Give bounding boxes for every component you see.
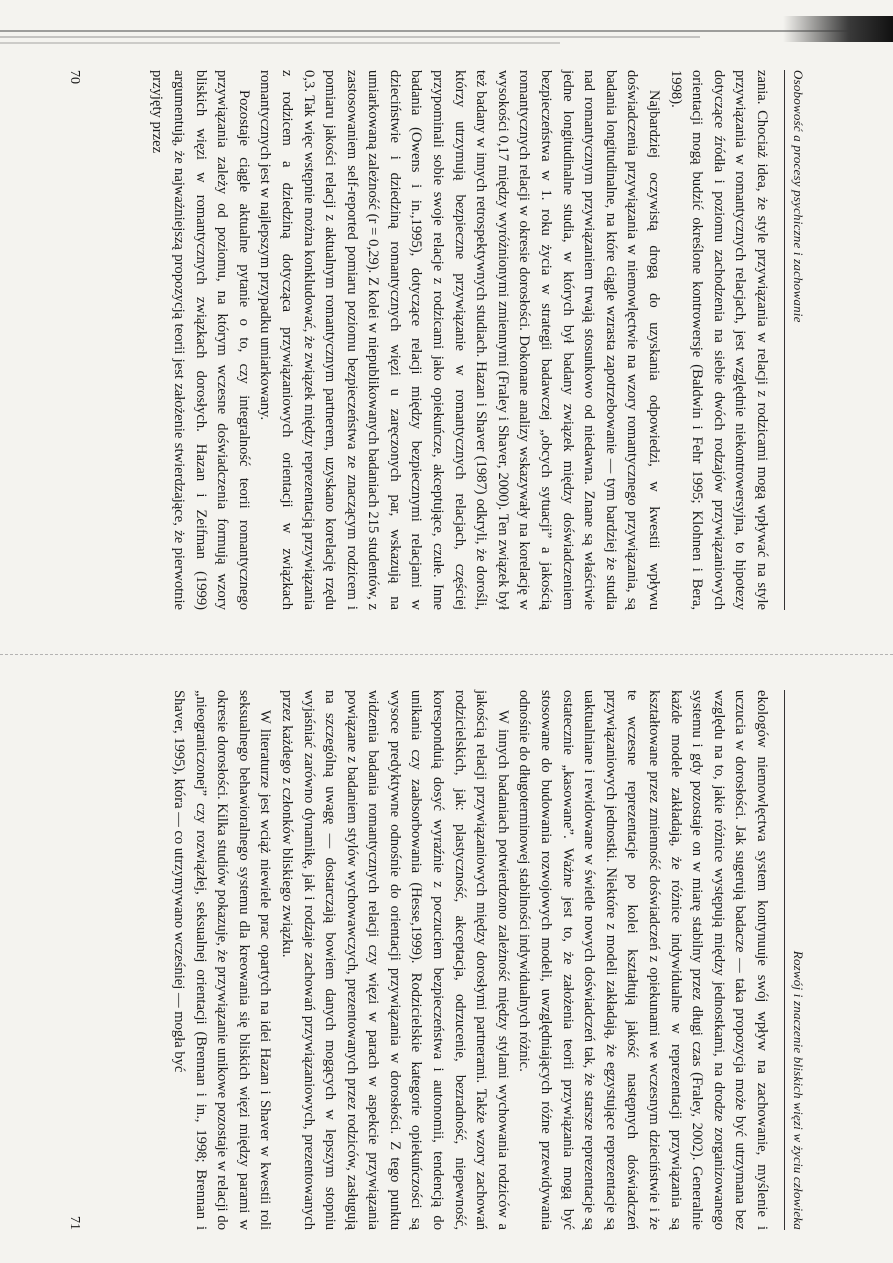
paragraph: Najbardziej oczywistą drogą do uzyskania odpowiedzi, w kwestii wpływu doświadczenia przywiązania w niemowlęctwie na wzory romantycznego przywiązania, są badania longitudinalne, na które ciągle wzrasta zapotrzebowanie — tym bardziej że studia nad romantycznym przywiązaniem trwają stosunkowo od niedawna. Znane są właściwie jedne longitudinalne studia, w których był badany związek między doświadczeniem bezpieczeństwa w 1. roku życia w strategii badawczej „obcych sytuacji” a jakością romantycznych relacji w okresie dorosłości. Dokonane analizy wskazywały na korelację w wysokości 0,17 między wyróżnionymi zmiennymi (Fraley i Shaver, 2000). Ten związek był też badany w innych retrospektywnych studiach. Hazan i Shaver (1987) odkryli, że dorośli, którzy utrzymują bezpieczne przywiązanie w romantycznych relacjach, częściej przypominali sobie swoje relacje z rodzicami jako opiekuńcze, akceptujące, czułe. Inne badania (Owens i in.,1995), dotyczące relacji między bezpiecznymi relacjami w dzieciństwie i dziedziną romantycznych więzi u zaręczonych par, wskazują na umiarkowaną zależność (r = 0,29). Z kolei w niepublikowanych badaniach 215 studentów, z zastosowaniem self-reported pomiaru poziomu bezpieczeństwa ze znaczącym rodzicem i pomiaru jakości relacji z aktualnym romantycznym partnerem, uzyskano korelację rzędu 0,3. Tak więc wstępnie można konkludować, że związek między reprezentacją przywiązania z rodzicem a dziedziną dotycząca przywiązaniowych orientacji w związkach romantycznych jest w najlepszym przypadku umiarkowany. [257, 70, 663, 610]
running-head: Osobowość a procesy psychiczne i zachowanie [784, 70, 806, 610]
paragraph: Pozostaje ciągle aktualne pytanie o to, czy integralność teorii romantycznego przywiązania zależy od poziomu, na którym wczesne doświadczenia formują wzory bliskich więzi w romantycznych związkach dorosłych. Hazan i Zeifman (1999) argumentują, że najważniejszą propozycją teorii jest założenie stwierdzające, że pierwotnie przyjęty przez [149, 70, 252, 610]
text-column [167, 690, 772, 1230]
book-gutter [0, 654, 893, 656]
page-number: 70 [67, 70, 82, 84]
left-page [66, 70, 806, 610]
scan-dark-corner [783, 16, 893, 42]
paragraph: W innych badaniach potwierdzono zależność między stylami wychowania rodziców a jakością relacji przywiązaniowych między dorosłymi partnerami. Także wzory zachowań rodzicielskich, jak: plastyczność, akceptacja, odrzucenie, bezradność, niepewność, koresponduią dosyć wyraźnie z poczuciem bezpieczeństwa i autonomii, tendencją do unikania czy zaabsorbowania (Hesse,1999). Rodzicielskie kategorie opiekuńczości są wysoce predyktywne odnośnie do orientacji przywiązania w dorosłości. Z tego punktu widzenia badania romantycznych relacji czy więzi w parach w aspekcie przywiązania powiązane z badaniem stylów wychowawczych, prezentowanych przez rodziców, zasługują na szczególną uwagę — dostarczają bowiem danych mogących w lepszym stopniu wyjaśniać zarówno dynamikę, jak i rodzaje zachowań przywiązaniowych, prezentowanych przez każdego z członków bliskiego związku. [278, 690, 511, 1230]
scanner-edge-artifact [0, 0, 893, 52]
text-column [146, 70, 772, 610]
page-number: 71 [67, 1216, 82, 1230]
scan-streak [0, 36, 700, 38]
paragraph: W literaturze jest wciąż niewiele prac opartych na idei Hazan i Shaver w kwestii roli seksualnego behawioralnego systemu dla kreowania się bliskich więzi między parami w okresie dorosłości. Kilka studiów pokazuje, że przywiązanie unikowe pozostaje w relacji do „nieograniczonej” czy rozwiązłej, seksualnej orientacji (Brennan i in., 1998; Brennan i Shaver, 1995), która — co utrzymywano wcześniej — mogła być [170, 690, 274, 1230]
paragraph: zania. Chociaż idea, że style przywiązania w relacji z rodzicami mogą wpływać na style przywiązania w romantycznych relacjach, jest względnie niekontrowersyjna, to hipotezy dotyczące źródła i poziomu zachodzenia na siebie dwóch rodzajów przywiązaniowych orientacji mogą budzić określone kontrowersje (Baldwin i Fehr 1995; Klohnen i Bera, 1998). [667, 70, 770, 610]
right-page [66, 690, 806, 1230]
running-head: Rozwój i znaczenie bliskich więzi w życiu człowieka [784, 690, 806, 1230]
paragraph: ekologów niemowlęctwa system kontynuuje swój wpływ na zachowanie, myślenie i uczucia w dorosłości. Jak sugerują badacze — taka propozycja może być utrzymana bez względu na to, jakie różnice występują między jednostkami, na drodze zorganizowanego systemu i gdy pozostaje on w miarę stabilny przez długi czas (Fraley, 2002). Generalnie każde modele zakładają, że różnice indywidualne w reprezentacji przywiązania są kształtowane przez zmienność doświadczeń z opiekunami we wczesnym dzieciństwie i że te wczesne reprezentacje po kolei kształtują jakość następnych doświadczeń przywiązaniowych jednostki. Niektóre z modeli zakładają, że egzystujące reprezentacje są uaktualniane i rewidowane w świetle nowych doświadczeń tak, że starsze reprezentacje są ostatecznie „kasowane”. Ważne jest to, że założenia teorii przywiązania mogą być stosowane do budowania rozwojowych modeli, uwzględniających różne przewidywania odnośnie do długoterminowej stabilności indywidualnych różnic. [516, 690, 770, 1230]
scan-streak [0, 42, 560, 44]
scan-streak [0, 30, 893, 32]
